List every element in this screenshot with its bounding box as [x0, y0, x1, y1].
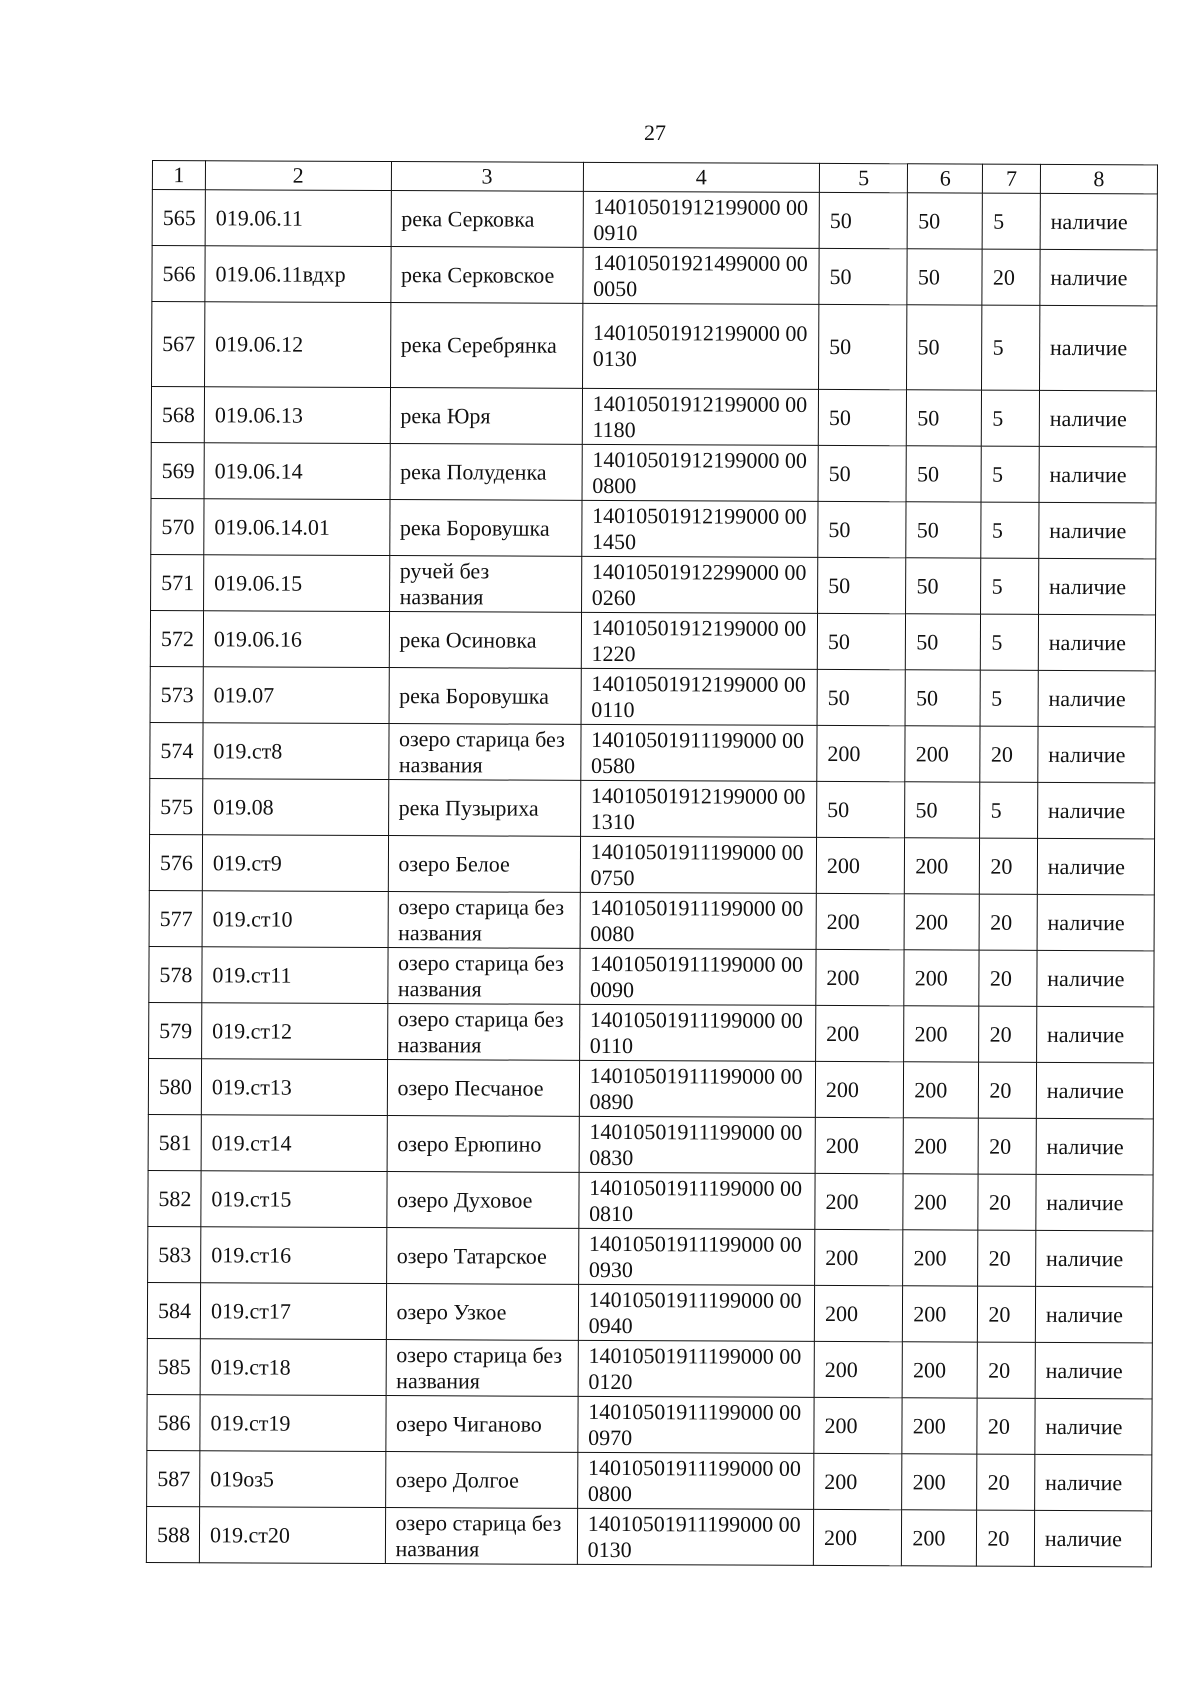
value-7-cell: 20 — [980, 838, 1038, 894]
table-row — [151, 387, 1156, 447]
table-row — [152, 302, 1157, 391]
value-7-cell: 20 — [982, 249, 1040, 305]
value-5-cell: 50 — [819, 248, 908, 304]
status-cell: наличие — [1034, 1510, 1151, 1567]
column-header: 7 — [983, 164, 1041, 193]
object-name-cell: озеро старица без названия — [388, 724, 580, 781]
object-name-cell: река Полуденка — [390, 444, 582, 501]
object-name-cell: озеро старица без названия — [387, 948, 579, 1005]
row-number-cell: 572 — [150, 610, 203, 666]
value-7-cell: 5 — [981, 558, 1039, 614]
status-cell: наличие — [1036, 1118, 1153, 1175]
registry-code-cell: 14010501911199000 000750 — [580, 836, 817, 893]
value-6-cell: 200 — [905, 838, 980, 894]
registry-code-cell: 14010501911199000 000830 — [579, 1116, 816, 1173]
table-header-row — [152, 161, 1157, 194]
registry-code-cell: 14010501912199000 000910 — [583, 191, 820, 248]
status-cell: наличие — [1040, 193, 1157, 250]
value-6-cell: 50 — [907, 249, 982, 305]
object-name-cell: озеро Татарское — [386, 1228, 578, 1285]
value-5-cell: 200 — [817, 725, 906, 781]
value-7-cell: 20 — [979, 950, 1037, 1006]
object-code-cell: 019.ст16 — [201, 1227, 387, 1284]
column-header: 2 — [205, 161, 391, 191]
row-number-cell: 584 — [147, 1282, 200, 1338]
status-cell: наличие — [1034, 1454, 1151, 1511]
value-5-cell: 200 — [816, 837, 905, 893]
registry-code-cell: 14010501911199000 000930 — [578, 1228, 815, 1285]
value-7-cell: 5 — [980, 670, 1038, 726]
status-cell: наличие — [1039, 446, 1156, 503]
status-cell: наличие — [1038, 726, 1155, 783]
row-number-cell: 576 — [149, 834, 202, 890]
table-row — [151, 554, 1156, 614]
status-cell: наличие — [1038, 558, 1155, 615]
value-7-cell: 5 — [982, 390, 1040, 446]
row-number-cell: 569 — [151, 442, 204, 498]
row-number-cell: 580 — [148, 1058, 201, 1114]
value-5-cell: 50 — [817, 781, 906, 837]
status-cell: наличие — [1037, 838, 1154, 895]
table-row — [152, 190, 1157, 250]
object-name-cell: река Юря — [390, 388, 582, 445]
value-7-cell: 5 — [982, 305, 1040, 390]
value-5-cell: 200 — [815, 1117, 904, 1173]
object-code-cell: 019.08 — [203, 779, 389, 836]
row-number-cell: 583 — [148, 1226, 201, 1282]
status-cell: наличие — [1035, 1342, 1152, 1399]
registry-code-cell: 14010501912199000 001220 — [581, 612, 818, 669]
object-name-cell: река Серковка — [391, 191, 583, 248]
value-7-cell: 20 — [978, 1342, 1036, 1398]
registry-code-cell: 14010501911199000 000580 — [580, 724, 817, 781]
status-cell: наличие — [1036, 1006, 1153, 1063]
object-code-cell: 019.ст18 — [200, 1339, 386, 1396]
object-name-cell: озеро Ерюпино — [387, 1116, 579, 1173]
value-7-cell: 20 — [978, 1174, 1036, 1230]
object-code-cell: 019.ст15 — [201, 1171, 387, 1228]
column-header: 1 — [152, 161, 205, 190]
object-code-cell: 019.ст17 — [200, 1283, 386, 1340]
value-5-cell: 50 — [819, 192, 908, 248]
row-number-cell: 574 — [150, 722, 203, 778]
row-number-cell: 571 — [151, 554, 204, 610]
object-name-cell: река Серебрянка — [390, 303, 583, 389]
object-name-cell: озеро Чиганово — [385, 1396, 577, 1453]
table-row — [148, 1058, 1153, 1118]
row-number-cell: 577 — [149, 890, 202, 946]
column-header: 8 — [1040, 164, 1157, 194]
value-5-cell: 50 — [818, 501, 907, 557]
value-6-cell: 200 — [903, 1174, 978, 1230]
object-code-cell: 019.ст12 — [202, 1003, 388, 1060]
value-6-cell: 50 — [906, 502, 981, 558]
status-cell: наличие — [1039, 305, 1156, 391]
value-6-cell: 200 — [902, 1342, 977, 1398]
table-row — [151, 442, 1156, 502]
value-5-cell: 200 — [813, 1509, 902, 1565]
value-6-cell: 50 — [905, 670, 980, 726]
value-6-cell: 200 — [904, 1062, 979, 1118]
value-6-cell: 50 — [907, 305, 982, 390]
status-cell: наличие — [1039, 390, 1156, 447]
value-5-cell: 200 — [816, 1005, 905, 1061]
table-row — [147, 1394, 1152, 1454]
value-7-cell: 5 — [981, 446, 1039, 502]
table-row — [152, 246, 1157, 306]
value-6-cell: 50 — [906, 614, 981, 670]
object-code-cell: 019.06.14 — [204, 443, 390, 500]
table-row — [149, 890, 1154, 950]
page-number: 27 — [644, 120, 666, 145]
value-7-cell: 20 — [979, 1118, 1037, 1174]
object-code-cell: 019оз5 — [200, 1451, 386, 1508]
table-row — [151, 498, 1156, 558]
status-cell: наличие — [1036, 1174, 1153, 1231]
status-cell: наличие — [1038, 614, 1155, 671]
row-number-cell: 582 — [148, 1170, 201, 1226]
table-row — [148, 1170, 1153, 1230]
value-7-cell: 5 — [980, 782, 1038, 838]
value-7-cell: 20 — [977, 1510, 1035, 1566]
object-name-cell: озеро старица без названия — [388, 892, 580, 949]
value-7-cell: 20 — [979, 1062, 1037, 1118]
object-name-cell: озеро старица без названия — [386, 1340, 578, 1397]
table-row — [150, 666, 1155, 726]
value-5-cell: 200 — [814, 1397, 903, 1453]
value-5-cell: 50 — [818, 389, 907, 445]
table-row — [149, 1002, 1154, 1062]
row-number-cell: 586 — [147, 1394, 200, 1450]
registry-code-cell: 14010501912199000 000130 — [582, 303, 819, 389]
object-code-cell: 019.ст8 — [203, 723, 389, 780]
value-5-cell: 200 — [815, 1229, 904, 1285]
water-objects-table — [146, 160, 1158, 1567]
object-code-cell: 019.06.11вдхр — [205, 246, 391, 303]
table-row — [147, 1338, 1152, 1398]
object-code-cell: 019.ст19 — [200, 1395, 386, 1452]
object-code-cell: 019.06.14.01 — [204, 499, 390, 556]
registry-code-cell: 14010501911199000 000080 — [580, 892, 817, 949]
value-6-cell: 50 — [906, 558, 981, 614]
registry-code-cell: 14010501912199000 000110 — [581, 668, 818, 725]
row-number-cell: 587 — [147, 1450, 200, 1506]
column-header: 5 — [819, 163, 907, 192]
status-cell: наличие — [1037, 950, 1154, 1007]
row-number-cell: 578 — [149, 946, 202, 1002]
object-name-cell: озеро Узкое — [386, 1284, 578, 1341]
value-5-cell: 200 — [816, 893, 905, 949]
value-5-cell: 200 — [815, 1173, 904, 1229]
table-body — [146, 190, 1157, 1567]
row-number-cell: 581 — [148, 1114, 201, 1170]
registry-code-cell: 14010501921499000 000050 — [583, 247, 820, 304]
object-name-cell: река Осиновка — [389, 612, 581, 669]
registry-code-cell: 14010501912199000 001180 — [582, 388, 819, 445]
value-5-cell: 50 — [818, 557, 907, 613]
status-cell: наличие — [1035, 1286, 1152, 1343]
table-row — [149, 834, 1154, 894]
value-6-cell: 50 — [905, 782, 980, 838]
value-6-cell: 50 — [906, 446, 981, 502]
row-number-cell: 573 — [150, 666, 203, 722]
table-row — [150, 778, 1155, 838]
status-cell: наличие — [1039, 502, 1156, 559]
registry-code-cell: 14010501912299000 000260 — [581, 556, 818, 613]
value-6-cell: 200 — [904, 950, 979, 1006]
value-5-cell: 50 — [819, 304, 908, 389]
object-name-cell: ручей без названия — [389, 556, 581, 613]
object-code-cell: 019.ст9 — [202, 835, 388, 892]
object-name-cell: река Боровушка — [389, 668, 581, 725]
object-code-cell: 019.06.13 — [204, 387, 390, 444]
status-cell: наличие — [1037, 894, 1154, 951]
value-6-cell: 200 — [902, 1510, 977, 1566]
registry-code-cell: 14010501911199000 000940 — [578, 1284, 815, 1341]
value-5-cell: 200 — [814, 1341, 903, 1397]
object-code-cell: 019.06.12 — [205, 302, 391, 388]
object-code-cell: 019.06.16 — [203, 611, 389, 668]
registry-code-cell: 14010501911199000 000800 — [577, 1452, 814, 1509]
object-name-cell: озеро старица без названия — [387, 1004, 579, 1061]
value-7-cell: 20 — [980, 726, 1038, 782]
registry-code-cell: 14010501912199000 000800 — [582, 444, 819, 501]
object-code-cell: 019.ст20 — [199, 1507, 385, 1564]
value-5-cell: 50 — [818, 445, 907, 501]
value-5-cell: 200 — [815, 1061, 904, 1117]
table-row — [149, 946, 1154, 1006]
status-cell: наличие — [1035, 1230, 1152, 1287]
status-cell: наличие — [1036, 1062, 1153, 1119]
registry-code-cell: 14010501911199000 000130 — [577, 1508, 814, 1565]
registry-code-cell: 14010501911199000 000090 — [580, 948, 817, 1005]
value-6-cell: 200 — [903, 1118, 978, 1174]
value-6-cell: 200 — [905, 726, 980, 782]
registry-code-cell: 14010501912199000 001450 — [581, 500, 818, 557]
status-cell: наличие — [1035, 1398, 1152, 1455]
column-header: 6 — [908, 164, 983, 193]
object-name-cell: озеро старица без названия — [385, 1508, 577, 1565]
value-6-cell: 50 — [907, 193, 982, 249]
object-name-cell: озеро Белое — [388, 836, 580, 893]
value-7-cell: 20 — [980, 894, 1038, 950]
registry-code-cell: 14010501911199000 000110 — [579, 1004, 816, 1061]
object-code-cell: 019.ст11 — [202, 947, 388, 1004]
registry-code-cell: 14010501911199000 000890 — [579, 1060, 816, 1117]
row-number-cell: 570 — [151, 498, 204, 554]
value-7-cell: 20 — [978, 1230, 1036, 1286]
status-cell: наличие — [1037, 782, 1154, 839]
value-5-cell: 200 — [816, 949, 905, 1005]
value-7-cell: 5 — [983, 193, 1041, 249]
value-6-cell: 50 — [907, 390, 982, 446]
row-number-cell: 568 — [151, 387, 204, 443]
table-row — [150, 610, 1155, 670]
registry-code-cell: 14010501911199000 000810 — [579, 1172, 816, 1229]
table-row — [148, 1226, 1153, 1286]
value-6-cell: 200 — [902, 1398, 977, 1454]
row-number-cell: 575 — [150, 778, 203, 834]
value-6-cell: 200 — [904, 1006, 979, 1062]
object-code-cell: 019.ст13 — [201, 1059, 387, 1116]
row-number-cell: 579 — [149, 1002, 202, 1058]
value-5-cell: 50 — [817, 669, 906, 725]
value-6-cell: 200 — [902, 1454, 977, 1510]
object-name-cell: озеро Духовое — [386, 1172, 578, 1229]
value-7-cell: 5 — [981, 502, 1039, 558]
value-7-cell: 20 — [979, 1006, 1037, 1062]
row-number-cell: 567 — [152, 302, 205, 387]
table-row — [146, 1506, 1151, 1566]
object-name-cell: река Боровушка — [389, 500, 581, 557]
object-code-cell: 019.ст14 — [201, 1115, 387, 1172]
object-name-cell: река Пузыриха — [388, 780, 580, 837]
object-code-cell: 019.07 — [203, 667, 389, 724]
value-5-cell: 200 — [814, 1285, 903, 1341]
status-cell: наличие — [1038, 670, 1155, 727]
row-number-cell: 566 — [152, 246, 205, 302]
value-6-cell: 200 — [903, 1230, 978, 1286]
table-row — [147, 1282, 1152, 1342]
value-7-cell: 20 — [977, 1398, 1035, 1454]
object-name-cell: озеро Долгое — [385, 1452, 577, 1509]
object-name-cell: река Серковское — [390, 247, 582, 304]
column-header: 4 — [583, 162, 819, 192]
row-number-cell: 565 — [152, 190, 205, 246]
value-5-cell: 50 — [817, 613, 906, 669]
registry-code-cell: 14010501912199000 001310 — [580, 780, 817, 837]
object-code-cell: 019.06.11 — [205, 190, 391, 247]
status-cell: наличие — [1040, 249, 1157, 306]
value-5-cell: 200 — [814, 1453, 903, 1509]
row-number-cell: 585 — [147, 1338, 200, 1394]
value-6-cell: 200 — [904, 894, 979, 950]
object-code-cell: 019.ст10 — [202, 891, 388, 948]
value-7-cell: 20 — [978, 1286, 1036, 1342]
value-7-cell: 20 — [977, 1454, 1035, 1510]
table-row — [150, 722, 1155, 782]
table-row — [147, 1450, 1152, 1510]
column-header: 3 — [391, 162, 583, 192]
registry-code-cell: 14010501911199000 000970 — [578, 1396, 815, 1453]
table-row — [148, 1114, 1153, 1174]
object-code-cell: 019.06.15 — [204, 555, 390, 612]
object-name-cell: озеро Песчаное — [387, 1060, 579, 1117]
row-number-cell: 588 — [146, 1506, 199, 1562]
value-7-cell: 5 — [981, 614, 1039, 670]
registry-code-cell: 14010501911199000 000120 — [578, 1340, 815, 1397]
value-6-cell: 200 — [903, 1286, 978, 1342]
